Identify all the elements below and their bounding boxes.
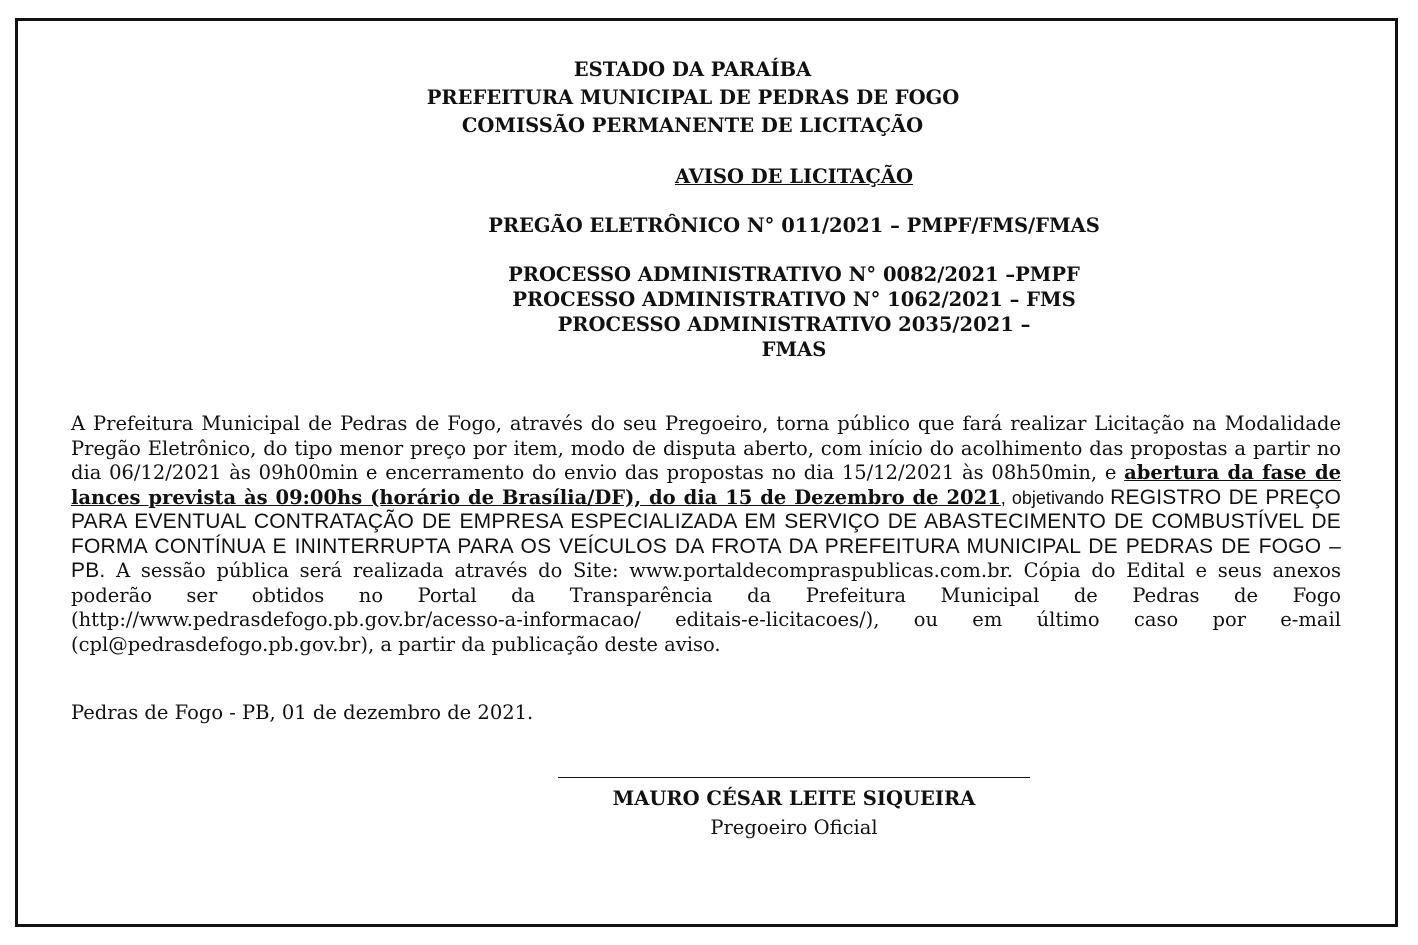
- signature-line: [558, 777, 1030, 778]
- body-objeto: REGISTRO DE PREÇO PARA EVENTUAL CONTRATAÇÃO DE EMPRESA ESPECIALIZADA EM SERVIÇO DE ABASTECIMENTO DE COMBUSTÍVEL DE FORMA CONTÍNUA E ININTERRUPTA PARA OS VEÍCULOS DA FROTA DA PREFEITURA MUNICIPAL DE PEDRAS DE FOGO – PB.: [71, 485, 1341, 582]
- body-rest: A sessão pública será realizada através do Site: www.portaldecompraspublicas.com.br. Cópia do Edital e seus anexos poderão ser obtidos no Portal da Transparência da Prefeitura Municipal de Pedras de Fogo (http://www.pedrasdefogo.pb.gov.br/acesso-a-informacao/ editais-e-licitacoes/), ou em último caso por e-mail (cpl@pedrasdefogo.pb.gov.br), a partir da publicação deste aviso.: [71, 559, 1341, 656]
- place-date: Pedras de Fogo - PB, 01 de dezembro de 2021.: [71, 701, 534, 724]
- header-prefeitura: PREFEITURA MUNICIPAL DE PEDRAS DE FOGO: [426, 86, 960, 109]
- process-item: PROCESSO ADMINISTRATIVO N° 0082/2021 –PMPF: [508, 263, 1080, 286]
- process-item: PROCESSO ADMINISTRATIVO 2035/2021 –: [557, 313, 1031, 336]
- process-item: PROCESSO ADMINISTRATIVO N° 1062/2021 – FMS: [512, 288, 1076, 311]
- pregao-number: PREGÃO ELETRÔNICO N° 011/2021 – PMPF/FMS/FMAS: [488, 214, 1100, 237]
- body-objetivando: , objetivando: [1000, 487, 1111, 508]
- notice-title: AVISO DE LICITAÇÃO: [674, 165, 914, 188]
- process-item: FMAS: [761, 338, 827, 361]
- notice-body: [71, 412, 1341, 657]
- header-comissao: COMISSÃO PERMANENTE DE LICITAÇÃO: [461, 114, 924, 137]
- signatory-name: MAURO CÉSAR LEITE SIQUEIRA: [612, 787, 976, 810]
- header-state: ESTADO DA PARAÍBA: [573, 58, 812, 81]
- body-intro: A Prefeitura Municipal de Pedras de Fogo, através do seu Pregoeiro, torna público que fará realizar Licitação na Modalidade Pregão Eletrônico, do tipo menor preço por item, modo de disputa aberto, com início do acolhimento das propostas a partir no dia 06/12/2021 às 09h00min e encerramento do envio das propostas no dia 15/12/2021 às 08h50min, e: [71, 412, 1341, 484]
- process-list: [0, 262, 1418, 362]
- signatory-role: Pregoeiro Oficial: [710, 816, 878, 839]
- document-header: [0, 56, 1418, 140]
- body-highlight: abertura da fase de lances prevista às 09:00hs (horário de Brasília/DF), do dia 15 de Dezembro de 2021: [71, 461, 1341, 509]
